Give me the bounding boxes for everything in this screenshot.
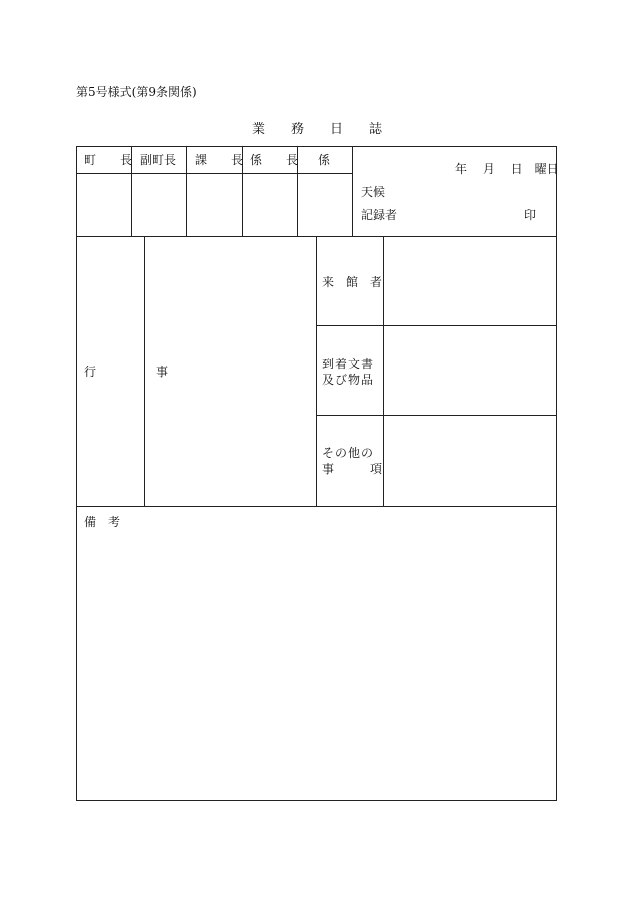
seal-box-staff[interactable]: [298, 174, 352, 236]
other-label-line1: その他の: [322, 446, 375, 460]
approval-label-mayor: 町 長: [84, 153, 133, 167]
page-title: 業 務 日 誌: [252, 122, 383, 137]
arrivals-field[interactable]: [384, 326, 556, 415]
visitors-field[interactable]: [384, 237, 556, 325]
recorder-label: 記録者: [361, 208, 398, 222]
approval-col-divider: [352, 146, 353, 236]
approval-label-deputy-mayor: 副町長: [140, 153, 177, 167]
form-number: 第5号様式(第9条関係): [76, 85, 197, 99]
events-label: 行 事: [84, 365, 169, 379]
weather-label: 天候: [361, 185, 386, 199]
other-label-line2: 事 項: [322, 462, 383, 476]
date-line: 年 月 日 曜日: [455, 162, 559, 176]
events-field[interactable]: [145, 237, 316, 506]
seal-box-unit-chief[interactable]: [243, 174, 297, 236]
remarks-field[interactable]: [77, 532, 556, 800]
approval-label-section-chief: 課 長: [195, 153, 244, 167]
approval-label-staff: 係: [318, 153, 331, 167]
arrivals-label-line1: 到着文書: [322, 357, 375, 371]
seal-label: 印: [524, 208, 537, 222]
events-content-divider: [316, 236, 317, 506]
approval-label-unit-chief: 係 長: [250, 153, 299, 167]
seal-box-mayor[interactable]: [77, 174, 131, 236]
visitors-label: 来 館 者: [322, 275, 383, 289]
seal-box-deputy-mayor[interactable]: [132, 174, 186, 236]
remarks-label: 備 考: [84, 515, 121, 529]
arrivals-label-line2: 及び物品: [322, 373, 375, 387]
seal-box-section-chief[interactable]: [187, 174, 242, 236]
other-field[interactable]: [384, 416, 556, 506]
